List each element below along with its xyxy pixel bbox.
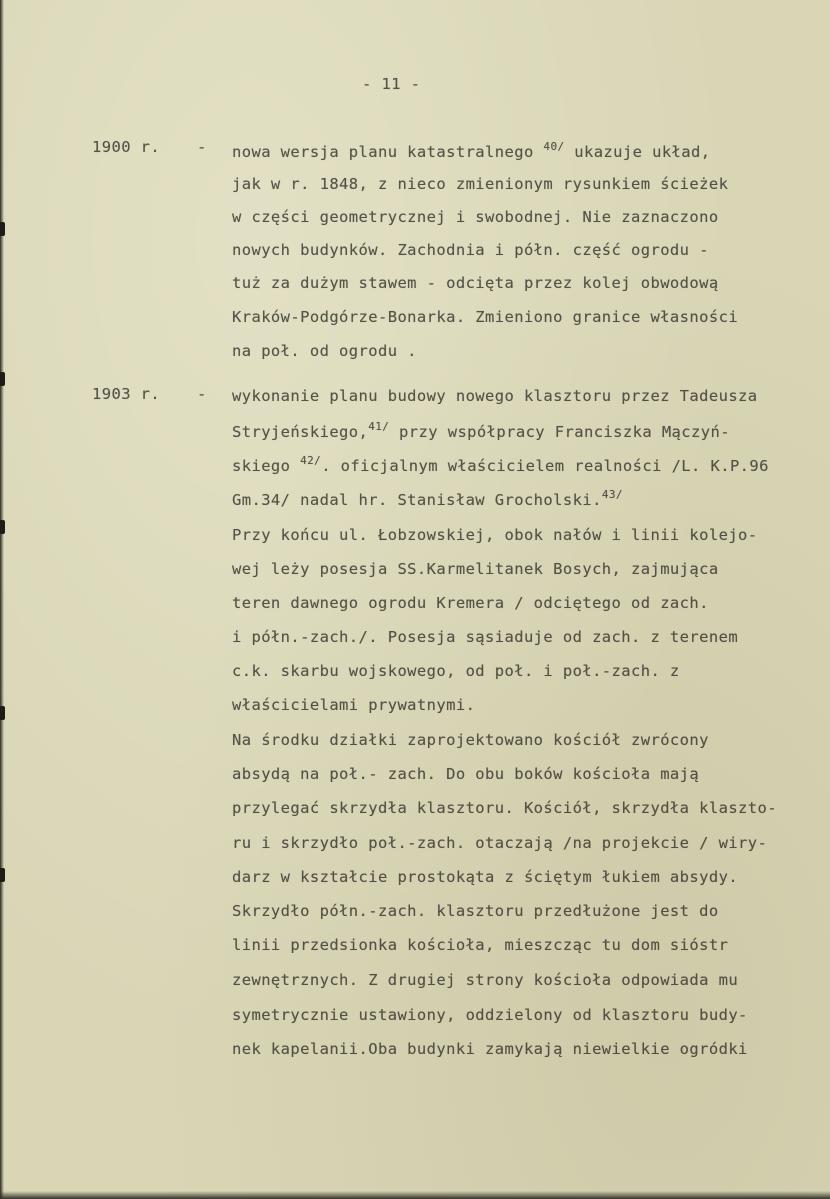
text-line: ru i skrzydło poł.-zach. otaczają /na projekcie / wiry- — [232, 834, 768, 852]
text-line: skiego $^{42/}$. oficjalnym właścicielem realności /L. K.P.96 — [232, 454, 769, 475]
text-line: linii przedsionka kościoła, mieszcząc tu dom sióstr — [232, 936, 729, 954]
text-line: Przy końcu ul. Łobzowskiej, obok nałów i linii kolejo- — [232, 526, 758, 544]
page-number: - 11 - — [362, 75, 421, 93]
text-line: Stryjeńskiego,$^{41/}$ przy współpracy Franciszka Mączyń- — [232, 420, 730, 441]
text-line: darz w kształcie prostokąta z ściętym łukiem absydy. — [232, 868, 739, 886]
text-line: Na środku działki zaprojektowano kościół zwrócony — [232, 731, 709, 749]
text-line: w części geometrycznej i swobodnej. Nie zaznaczono — [232, 208, 719, 226]
text-line: na poł. od ogrodu . — [232, 342, 417, 360]
text-line: absydą na poł.- zach. Do obu boków kościoła mają — [232, 765, 700, 783]
text-line: symetrycznie ustawiony, oddzielony od klasztoru budy- — [232, 1006, 748, 1024]
entry-year: 1900 r. — [92, 138, 161, 156]
entry-dash: - — [197, 138, 207, 156]
text-line: wykonanie planu budowy nowego klasztoru przez Tadeusza — [232, 387, 758, 405]
text-line: Gm.34/ nadal hr. Stanisław Grocholski.$^{43/}$ — [232, 488, 623, 509]
binding-hole — [0, 520, 5, 534]
text-line: nowych budynków. Zachodnia i półn. część ogrodu - — [232, 241, 709, 259]
footnote-ref: 42/ — [300, 454, 322, 467]
binding-hole — [0, 222, 5, 236]
text-line: nek kapelanii.Oba budynki zamykają niewielkie ogródki — [232, 1040, 748, 1058]
text-line: przylegać skrzydła klasztoru. Kościół, skrzydła klaszto- — [232, 799, 777, 817]
text-line: tuż za dużym stawem - odcięta przez kolej obwodową — [232, 274, 719, 292]
text-line: Skrzydło półn.-zach. klasztoru przedłużone jest do — [232, 902, 719, 920]
footnote-ref: 41/ — [368, 420, 390, 433]
text-line: nowa wersja planu katastralnego $^{40/}$ ukazuje układ, — [232, 140, 711, 161]
footnote-ref: 43/ — [601, 488, 623, 501]
text-line: Kraków-Podgórze-Bonarka. Zmieniono granice własności — [232, 308, 739, 326]
entry-dash: - — [197, 385, 207, 403]
text-line: wej leży posesja SS.Karmelitanek Bosych, zajmująca — [232, 560, 719, 578]
binding-hole — [0, 372, 5, 386]
binding-hole — [0, 706, 5, 720]
text-line: właścicielami prywatnymi. — [232, 696, 476, 714]
text-line: c.k. skarbu wojskowego, od poł. i poł.-zach. z — [232, 662, 680, 680]
text-line: zewnętrznych. Z drugiej strony kościoła odpowiada mu — [232, 971, 739, 989]
page-left-edge — [0, 0, 4, 1199]
page-bottom-edge — [0, 1191, 830, 1199]
text-line: jak w r. 1848, z nieco zmienionym rysunkiem ścieżek — [232, 175, 729, 193]
footnote-ref: 40/ — [543, 140, 565, 153]
binding-hole — [0, 868, 5, 882]
text-line: teren dawnego ogrodu Kremera / odciętego od zach. — [232, 594, 709, 612]
text-line: i półn.-zach./. Posesja sąsiaduje od zach. z terenem — [232, 628, 739, 646]
entry-year: 1903 r. — [92, 385, 161, 403]
